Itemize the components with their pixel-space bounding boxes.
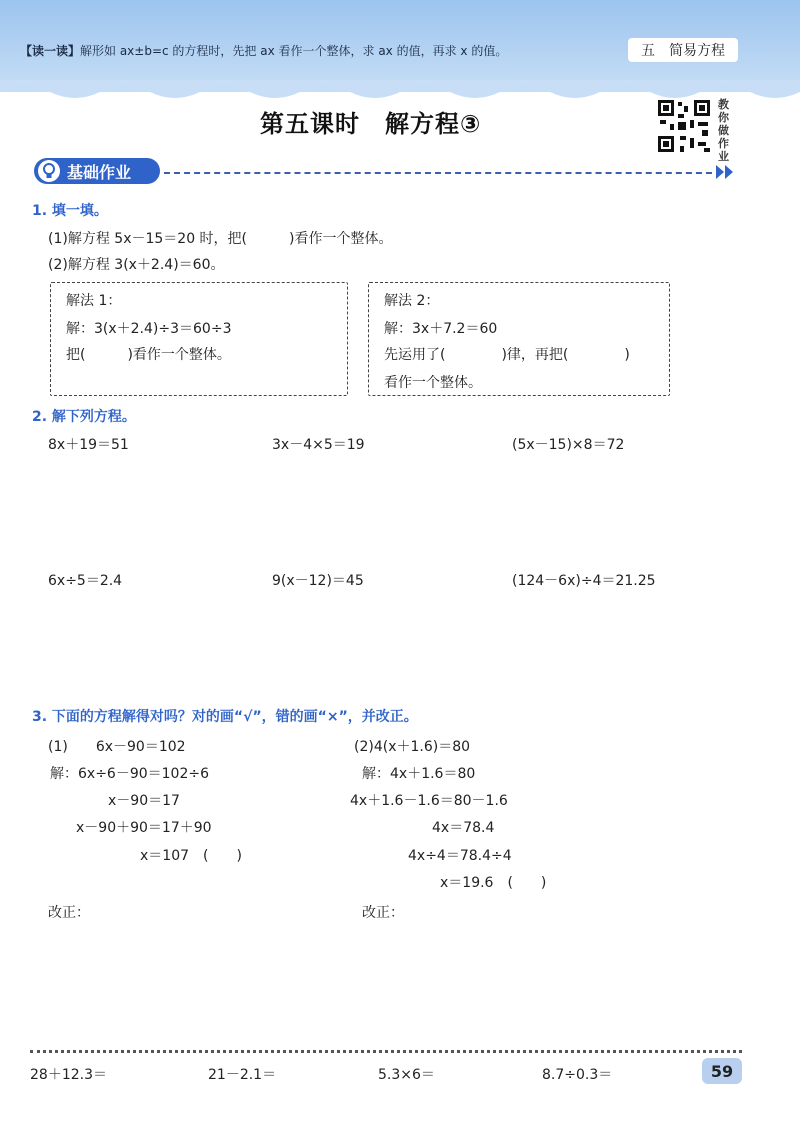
oral-calc: 21－2.1＝: [208, 1067, 277, 1083]
question-2-title: [32, 406, 136, 426]
equation: 8x＋19＝51: [48, 437, 129, 453]
page-number: 59: [702, 1058, 742, 1084]
lesson-title: 第五课时 解方程③: [260, 110, 482, 138]
oral-calc: 28＋12.3＝: [30, 1067, 107, 1083]
oral-calc: 8.7÷0.3＝: [542, 1067, 613, 1083]
equation: 6x÷5＝2.4: [48, 573, 123, 589]
equation: 9(x－12)＝45: [272, 573, 364, 589]
oral-calc: 5.3×6＝: [378, 1067, 435, 1083]
qr-caption-char: 做: [718, 124, 729, 137]
question-1-title-text: 1. 填一填。: [32, 203, 108, 219]
section-badge: [34, 158, 160, 184]
equation: (124－6x)÷4＝21.25: [512, 573, 656, 589]
qr-caption: [718, 98, 732, 163]
question-3-title-text: 3. 下面的方程解得对吗？对的画“√”，错的画“×”，并改正。: [32, 709, 418, 725]
problem-1-correction-label: 改正：: [48, 905, 90, 921]
problem-1-judge-blank[interactable]: x＝107 ( ): [140, 848, 242, 864]
method-2-fill-blank[interactable]: 先运用了( )律，再把( ): [384, 347, 630, 363]
method-2-label: 解法 2：: [384, 293, 440, 309]
reading-tip-tag: 【读一读】: [20, 44, 81, 58]
question-1-title: [32, 200, 108, 220]
question-1-item-2: (2)解方程 3(x＋2.4)＝60。: [48, 257, 225, 273]
method-2-fill-blank-2: 看作一个整体。: [384, 375, 482, 391]
equation: (5x－15)×8＝72: [512, 437, 625, 453]
problem-2-step: 4x＝78.4: [432, 820, 495, 836]
double-arrow-icon: [716, 163, 736, 181]
unit-label: 五 简易方程: [628, 38, 738, 62]
footer-divider: [30, 1050, 742, 1053]
method-1-step: 解：3(x＋2.4)÷3＝60÷3: [66, 321, 232, 337]
problem-2-step: 4x＋1.6－1.6＝80－1.6: [350, 793, 508, 809]
problem-1-step: x－90＋90＝17＋90: [76, 820, 212, 836]
qr-code-icon[interactable]: [656, 98, 712, 154]
lightbulb-icon: [37, 159, 61, 183]
qr-caption-char: 你: [718, 111, 729, 124]
problem-1-equation: (1) 6x－90＝102: [48, 739, 186, 755]
qr-caption-char: 业: [718, 150, 729, 163]
question-2-title-text: 2. 解下列方程。: [32, 409, 136, 425]
qr-caption-char: 教: [718, 98, 729, 111]
reading-tip: [20, 42, 507, 59]
problem-2-step: 4x÷4＝78.4÷4: [408, 848, 512, 864]
problem-1-step: 解：6x÷6－90＝102÷6: [50, 766, 210, 782]
section-title: 基础作业: [67, 162, 132, 182]
problem-2-correction-label: 改正：: [362, 905, 404, 921]
problem-2-judge-blank[interactable]: x＝19.6 ( ): [440, 875, 547, 891]
method-1-label: 解法 1：: [66, 293, 122, 309]
reading-tip-text: 解形如 ax±b=c 的方程时，先把 ax 看作一个整体，求 ax 的值，再求 x 的值。: [80, 44, 508, 58]
method-2-step: 解：3x＋7.2＝60: [384, 321, 498, 337]
problem-2-equation: (2)4(x＋1.6)＝80: [354, 739, 471, 755]
method-1-fill-blank[interactable]: 把( )看作一个整体。: [66, 347, 231, 363]
problem-2-step: 解：4x＋1.6＝80: [362, 766, 476, 782]
question-1-item-1: (1)解方程 5x－15＝20 时，把( )看作一个整体。: [48, 231, 393, 247]
problem-1-step: x－90＝17: [108, 793, 180, 809]
equation: 3x－4×5＝19: [272, 437, 365, 453]
section-divider: [164, 172, 722, 174]
question-3-title: [32, 706, 418, 726]
qr-caption-char: 作: [718, 137, 729, 150]
